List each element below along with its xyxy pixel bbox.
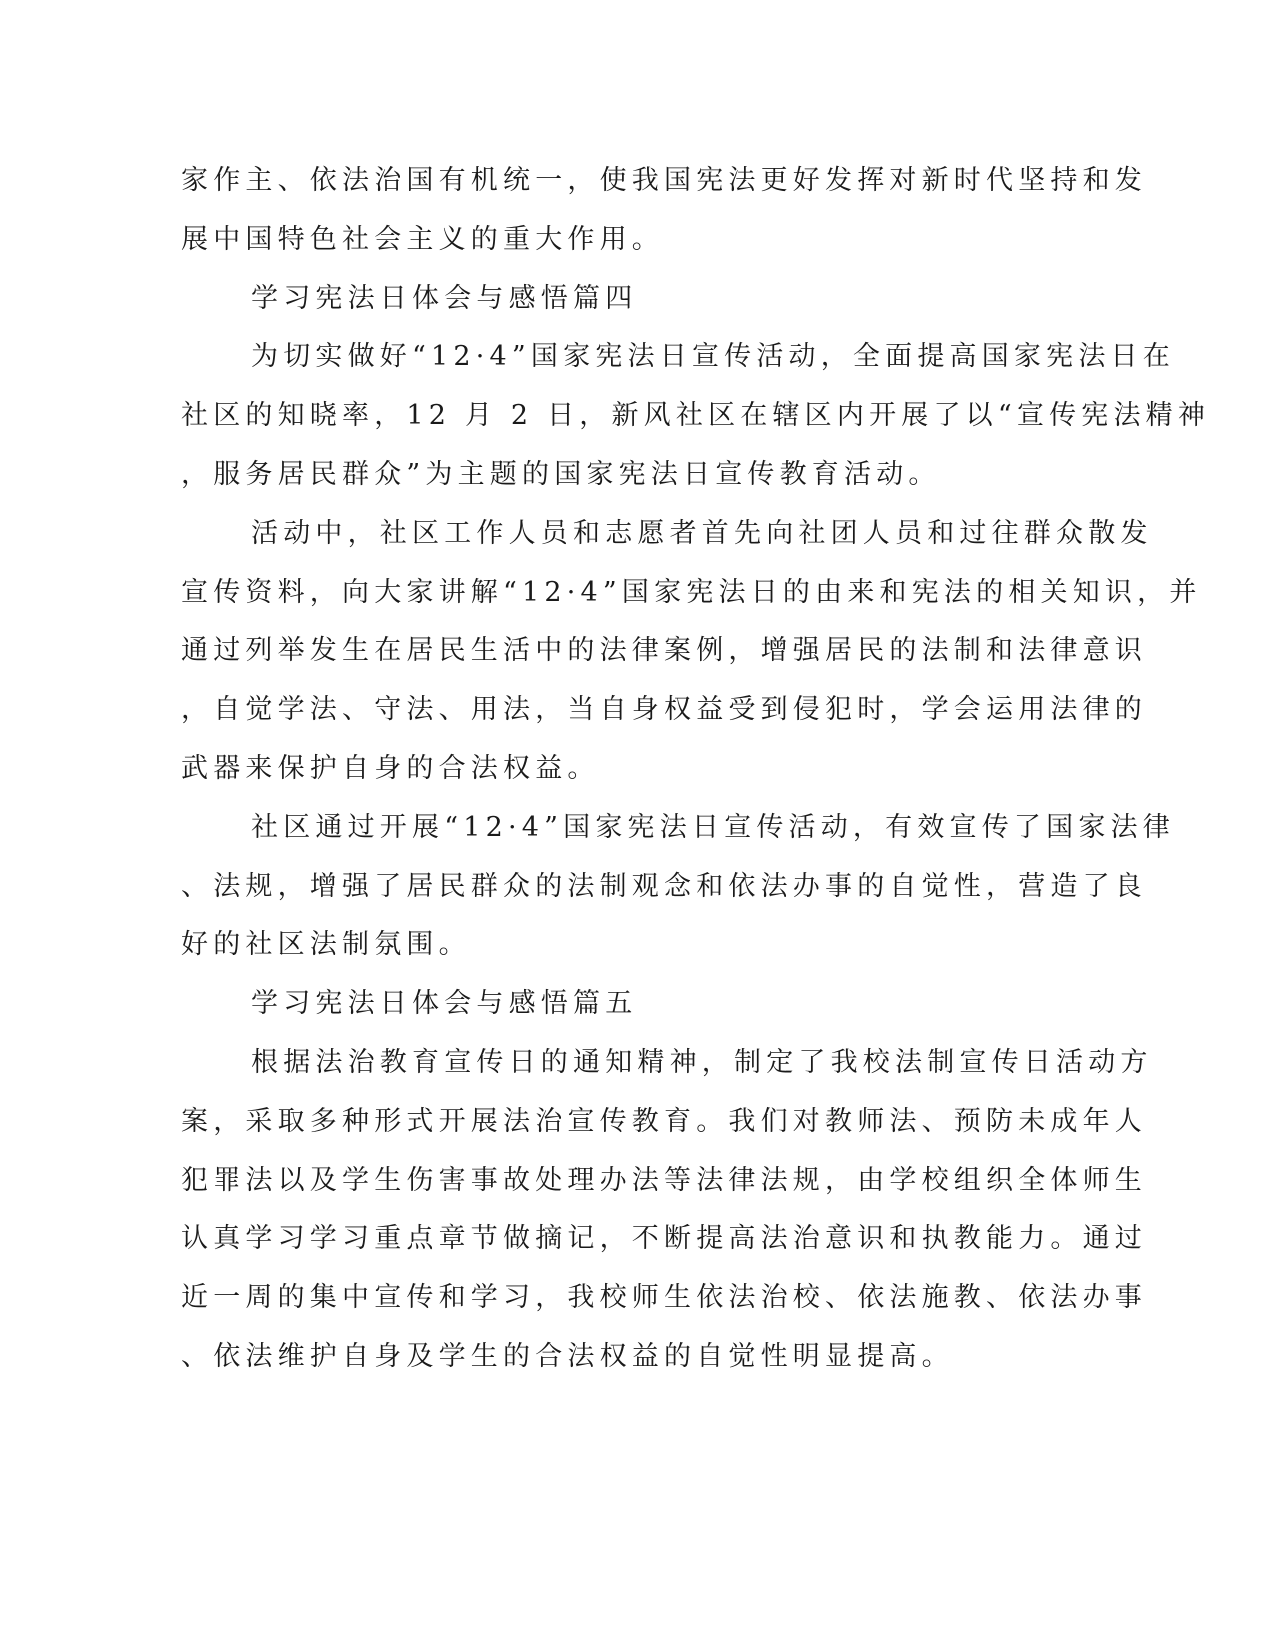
section-heading: 学习宪法日体会与感悟篇四 [251,282,638,314]
text-line: 根据法治教育宣传日的通知精神，制定了我校法制宣传日活动方 [251,1046,1153,1078]
text-line: 社区的知晓率，12 月 2 日，新风社区在辖区内开展了以“宣传宪法精神 [181,400,1211,432]
text-line: ，自觉学法、守法、用法，当自身权益受到侵犯时，学会运用法律的 [181,694,1147,726]
text-line: 家作主、依法治国有机统一，使我国宪法更好发挥对新时代坚持和发 [181,165,1147,196]
text-line: 案，采取多种形式开展法治宣传教育。我们对教师法、预防未成年人 [181,1105,1147,1137]
text-line: 好的社区法制氛围。 [181,929,471,961]
text-line: 认真学习学习重点章节做摘记，不断提高法治意识和执教能力。通过 [181,1223,1147,1255]
text-line: 展中国特色社会主义的重大作用。 [181,223,664,255]
text-line: 通过列举发生在居民生活中的法律案例，增强居民的法制和法律意识 [181,635,1147,667]
text-line: 、依法维护自身及学生的合法权益的自觉性明显提高。 [181,1340,954,1372]
text-line: 为切实做好“12·4”国家宪法日宣传活动，全面提高国家宪法日在 [251,341,1175,373]
section-heading: 学习宪法日体会与感悟篇五 [251,988,638,1020]
text-line: 近一周的集中宣传和学习，我校师生依法治校、依法施教、依法办事 [181,1282,1147,1314]
text-line: 活动中，社区工作人员和志愿者首先向社团人员和过往群众散发 [251,517,1153,549]
text-line: 、法规，增强了居民群众的法制观念和依法办事的自觉性，营造了良 [181,870,1147,902]
text-line: 宣传资料，向大家讲解“12·4”国家宪法日的由来和宪法的相关知识，并 [181,576,1202,608]
text-line: 武器来保护自身的合法权益。 [181,752,600,784]
document-body [181,152,1211,1387]
text-line: ，服务居民群众”为主题的国家宪法日宣传教育活动。 [181,458,941,490]
text-line: 犯罪法以及学生伤害事故处理办法等法律法规，由学校组织全体师生 [181,1164,1147,1196]
text-line: 社区通过开展“12·4”国家宪法日宣传活动，有效宣传了国家法律 [251,811,1175,843]
